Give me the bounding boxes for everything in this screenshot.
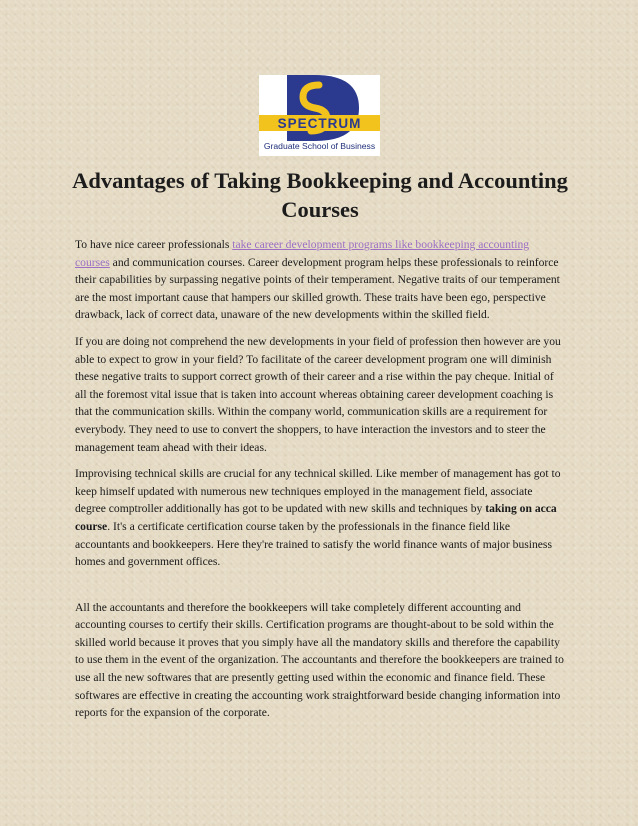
paragraph-3-intro: Improvising technical skills are crucial for any technical skilled. Like member of management has got to keep himself updated with numerous new techniques employed in the management field, associate degree comptroller additionally has got to be updated with new skills and techniques by [75,467,561,516]
page-title: Advantages of Taking Bookkeeping and Accounting Courses [72,168,568,222]
paragraph-1-intro: To have nice career professionals [75,238,233,251]
logo-subtitle: Graduate School of Business [263,141,376,151]
career-programs-link[interactable]: take career development programs like bookkeeping accounting courses [75,238,530,269]
paragraph-3-rest: . It's a certificate certification course taken by the professionals in the finance field like accountants and bookkeepers. Here they're trained to satisfy the world finance wants of major business homes and government offices. [75,519,552,569]
paragraph-3 [75,465,566,571]
paragraph-2: If you are doing not comprehend the new developments in your field of profession then however are you able to expect to grow in your field? To facilitate of the career development program one will diminish these negative traits to support correct growth of their career and a rise within the pay cheque. Initial of all the foremost vital issue that is taken into account whereas obtaining career development coaching is that the communication skills. Within the company world, communication skills are a requirement for everybody. They need to use to convert the shoppers, to have interaction the investors and to steer the management team ahead with their ideas. [75,334,561,454]
logo-wordmark: SPECTRUM [277,116,362,131]
paragraph-4: All the accountants and therefore the bookkeepers will take completely different accounting and accounting courses to certify their skills. Certification programs are thought-about to be sold within the skilled world because it proves that you simply have all the mandatory skills and therefore the capability to use them in the event of the organization. The accountants and therefore the bookkeepers are trained to use all the new softwares that are presently getting used within the economic and finance field. These softwares are effective in creating the accounting work straightforward beside changing information into reports for the expansion of the corporate. [75,600,564,720]
article-body [75,236,566,731]
paragraph-1 [75,236,566,324]
spectrum-logo [259,75,380,156]
acca-course-emphasis: taking on acca course [75,502,557,533]
paragraph-1-rest: and communication courses. Career development program helps these professionals to reinforce their capabilities by surpassing negative points of their temperament. Negative traits of our temperament are the most important cause that hampers our skilled growth. These traits have been ego, perspective drawback, lack of correct data, unaware of the new developments within the skilled field. [75,255,560,322]
